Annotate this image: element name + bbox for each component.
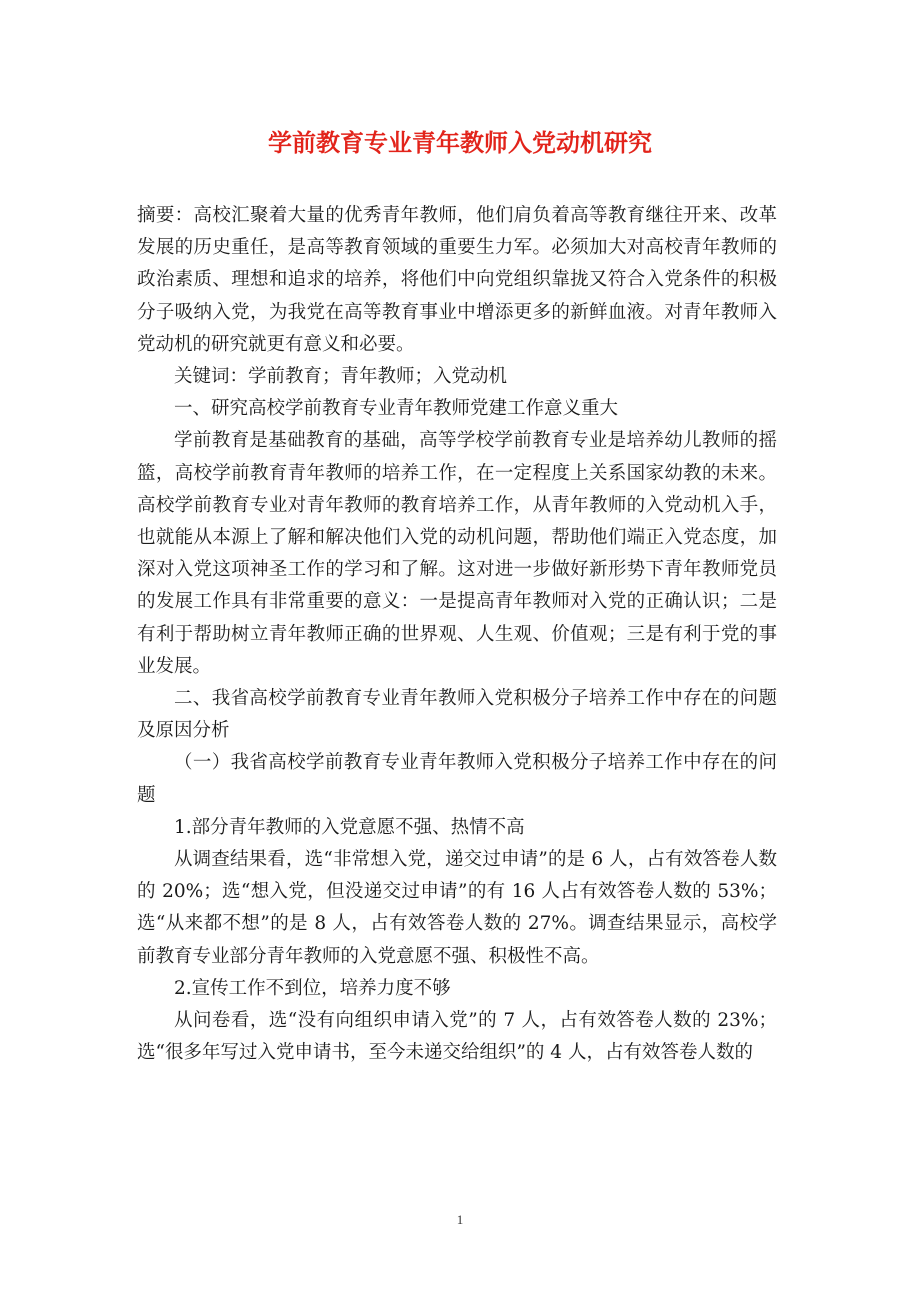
paragraph: 从问卷看，选“没有向组织申请入党”的 7 人，占有效答卷人数的 23%；选“很多年写过入党申请书，至今未递交给组织”的 4 人，占有效答卷人数的 [137,1010,777,1064]
paragraph: 学前教育是基础教育的基础，高等学校学前教育专业是培养幼儿教师的摇篮，高校学前教育青年教师的培养工作，在一定程度上关系国家幼教的未来。高校学前教育专业对青年教师的教育培养工作，从青年教师的入党动机入手，也就能从本源上了解和解决他们入党的动机问题，帮助他们端正入党态度，加深对入党这项神圣工作的学习和了解。这对进一步做好新形势下青年教师党员的发展工作具有非常重要的意义：一是提高青年教师对入党的正确认识；二是有利于帮助树立青年教师正确的世界观、人生观、价值观；三是有利于党的事业发展。 [137,430,777,677]
paragraph: 2.宣传工作不到位，培养力度不够 [174,977,451,999]
paragraph: 二、我省高校学前教育专业青年教师入党积极分子培养工作中存在的问题及原因分析 [137,688,777,742]
paragraph: 摘要：高校汇聚着大量的优秀青年教师，他们肩负着高等教育继往开来、改革发展的历史重任，是高等教育领域的重要生力军。必须加大对高校青年教师的政治素质、理想和追求的培养，将他们中向党组织靠拢又符合入党条件的积极分子吸纳入党，为我党在高等教育事业中增添更多的新鲜血液。对青年教师入党动机的研究就更有意义和必要。 [137,205,777,355]
document-body [137,200,777,1069]
paragraph: 关键词：学前教育；青年教师；入党动机 [174,366,508,388]
paragraph: 一、研究高校学前教育专业青年教师党建工作意义重大 [174,398,619,420]
page-number: 1 [456,1212,464,1227]
paragraph: 从调查结果看，选“非常想入党，递交过申请”的是 6 人，占有效答卷人数的 20%；选“想入党，但没递交过申请”的有 16 人占有效答卷人数的 53%；选“从来都不想”的是 8 人，占有效答卷人数的 27%。调查结果显示，高校学前教育专业部分青年教师的入党意愿不强、积极性不高。 [137,849,777,967]
paragraph: 1.部分青年教师的入党意愿不强、热情不高 [174,816,525,838]
paragraph: （一）我省高校学前教育专业青年教师入党积极分子培养工作中存在的问题 [137,752,777,806]
document-title: 学前教育专业青年教师入党动机研究 [268,128,652,157]
